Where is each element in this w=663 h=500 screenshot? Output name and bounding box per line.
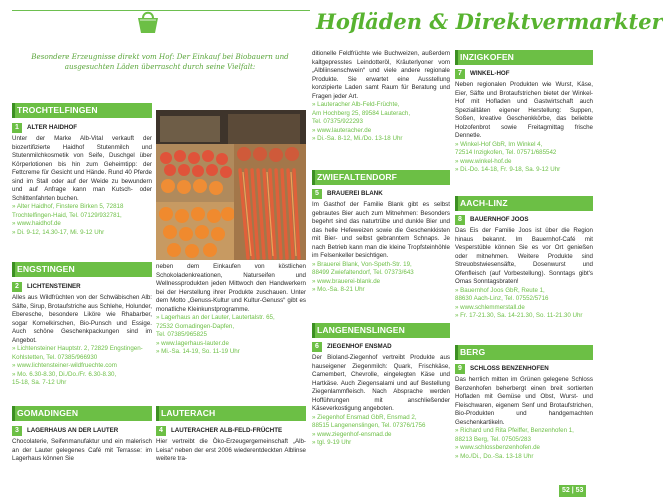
entry-title: SCHLOSS BENZENHOFEN <box>470 364 549 372</box>
header-rule <box>12 10 320 11</box>
vegetable-market-photo <box>156 110 306 260</box>
entry-info: » Winkel-Hof GbR, Im Winkel 4, 72514 Inzigkofen, Tel. 07571/685542 » www.winkel-hof.de » Di.-Do. 14-18, Fr. 9-18, Sa. 9-12 Uhr <box>455 141 593 175</box>
entry-text: Das herrlich mitten im Grünen gelegene Schloss Benzenhofen beherbergt einen breit sortierten Hofladen mit Gemüse und Obst, Wurst- und Fleischwaren, eigenem Senf und Brotaufstrichen, Bio-Produkten und handgemachten Geschenkartikeln. <box>455 376 593 426</box>
section-header-berg: BERG <box>455 345 593 360</box>
entry-text: Das Eis der Familie Joos ist über die Region hinaus bekannt. Im Bauernhof-Café mit Vesperstüble können Sie es vor Ort genießen oder mitnehmen. Weitere Produkte sind Streuobstwiesensäfte, Dosenwurst und Ofenfleisch (auf Vorbestellung). Sonntags gibt's Omas Sonntagsbraten! <box>455 227 593 286</box>
entry-lichtensteiner <box>12 279 152 388</box>
section-header-engstingen: ENGSTINGEN <box>12 262 152 277</box>
entry-text: ditionelle Feldfrüchte wie Buchweizen, außerdem kaltgepresstes Leindotteröl, Kräuterlyoner vom „Albliinsenschwein“ und viele andere regionale Produkte. Sie erwartet eine Ausstellung konzipierte Laden samt Raum für Beratung und Fragen jeder Art. <box>312 50 450 100</box>
entry-lagerhaus-continued <box>156 263 306 357</box>
entry-number: 3 <box>12 426 22 436</box>
entry-title: LAUTERACHER ALB-FELD-FRÜCHTE <box>171 426 283 434</box>
entry-lauteracher-continued <box>312 50 450 144</box>
entry-info: » Lauteracher Alb-Feld-Früchte, Am Hochberg 25, 89584 Lauterach, Tel. 07375/922293 » www.lauteracher.de » Di.-Sa. 8-12, Mi./Do. 13-18 Uhr <box>312 101 450 144</box>
entry-text: Alles aus Wildfrüchten von der Schwäbischen Alb: Säfte, Sirup, Brotaufstriche aus Schlehe, Holunder, Eberesche, besondere Liköre wie Rhabarber, sogar Kornelkirschen, Bio-Punsch und Essige. Auch schöne Geschenkpackungen sind im Angebot. <box>12 294 152 344</box>
entry-info: » Brauerei Blank, Von-Speth-Str. 19, 88499 Zwiefaltendorf, Tel. 07373/643 » www.brauerei-blank.de » Mo.-Sa. 8-21 Uhr <box>312 261 450 295</box>
entry-title: WINKEL-HOF <box>470 69 510 77</box>
page-title: Hofläden & Direktvermarkter <box>310 6 594 38</box>
entry-info: » Lagerhaus an der Lauter, Lautertalstr. 65, 72532 Gomadingen-Dapfen, Tel. 07385/965825 » www.lagerhaus-lauter.de » Mi.-Sa. 14-19, So. 11-19 Uhr <box>156 314 306 357</box>
website-link[interactable]: » www.ziegenhof-ensmad.de <box>312 430 392 438</box>
entry-title: ALTER HAIDHOF <box>27 123 78 131</box>
entry-title: BRAUEREI BLANK <box>327 189 383 197</box>
website-link[interactable]: » www.lauteracher.de <box>312 126 372 134</box>
entry-title: ZIEGENHOF ENSMAD <box>327 342 392 350</box>
entry-number: 7 <box>455 69 465 79</box>
entry-ziegenhof-ensmad <box>312 339 450 448</box>
section-header-trochtelfingen: TROCHTELFINGEN <box>12 103 152 118</box>
website-link[interactable]: » www.schlemmerstall.de <box>455 303 525 311</box>
entry-info: » Ziegenhof Ensmad GbR, Ensmad 2, 88515 Langenenslingen, Tel. 07376/1756 » www.ziegenhof-ensmad.de » tgl. 9-19 Uhr <box>312 414 450 448</box>
section-header-aach-linz: AACH-LINZ <box>455 196 593 211</box>
website-link[interactable]: » www.brauerei-blank.de <box>312 277 381 285</box>
entry-schloss-benzenhofen <box>455 361 593 461</box>
entry-text: Chocolaterie, Seifenmanufaktur und ein malerisch an der Lauter gelegenes Café mit Terrasse: im Lagerhaus können Sie <box>12 438 152 463</box>
section-header-gomadingen: GOMADINGEN <box>12 406 152 421</box>
page-number: 52 | 53 <box>559 485 586 497</box>
page-subtitle: Besondere Erzeugnisse direkt vom Hof: Der Einkauf bei Biobauern und ausgesuchten Läden überrascht durch seine Vielfalt: <box>31 52 289 72</box>
entry-number: 1 <box>12 123 22 133</box>
section-header-inzigkofen: INZIGKOFEN <box>455 50 593 65</box>
entry-winkel-hof <box>455 66 593 175</box>
entry-lauteracher <box>156 423 306 464</box>
entry-text: Der Bioland-Ziegenhof vertreibt Produkte aus hauseigener Ziegenmilch: Quark, Frischkäse, Camembert, Chevrolle, eingelegten Käse und Hartkäse. Auch Ziegensalami und auf Bestellung Ziegenlammfleisch. Nach Absprache werden Hofführungen mit anschließender Käseverkostigung angeboten. <box>312 354 450 413</box>
entry-number: 5 <box>312 189 322 199</box>
website-link[interactable]: » www.lagerhaus-lauter.de <box>156 339 229 347</box>
entry-alter-haidhof <box>12 120 152 238</box>
entry-brauerei-blank <box>312 186 450 295</box>
entry-info: » Lichtensteiner Hauptstr. 2, 72829 Engstingen-Kohlstetten, Tel. 07385/966930 » www.lichtensteiner-wildfruechte.com » Mo. 6.30-8.30, Di./Do./Fr. 6.30-8.30, 15-18, Sa. 7-12 Uhr <box>12 345 152 388</box>
entry-number: 6 <box>312 342 322 352</box>
website-link[interactable]: » www.winkel-hof.de <box>455 157 512 165</box>
section-header-lauterach: LAUTERACH <box>156 406 306 421</box>
entry-title: LICHTENSTEINER <box>27 282 81 290</box>
website-link[interactable]: » www.haidhof.de <box>12 220 61 228</box>
entry-text: Neben regionalen Produkten wie Wurst, Käse, Eier, Säfte und Brotaufstrichen bietet der Winkel-Hof mit Hofladen und Gastwirtschaft auch Spezialitäten eigener Herstellung: Suppen, Soßen, kreative Geschenkkörbe, das beliebte Holzofenbrot sowie Freitagmittag frische Dennetle. <box>455 81 593 140</box>
shopping-bag-icon <box>134 8 162 36</box>
entry-number: 4 <box>156 426 166 436</box>
entry-info: » Bauernhof Joos GbR, Reute 1, 88630 Aach-Linz, Tel. 07552/5716 » www.schlemmerstall.de » Fr. 17-21.30, Sa. 14-21.30, So. 11-21.30 Uhr <box>455 287 593 321</box>
entry-title: LAGERHAUS AN DER LAUTER <box>27 426 119 434</box>
entry-bauernhof-joos <box>455 212 593 321</box>
website-link[interactable]: » www.schlossbenzenhofen.de <box>455 444 540 452</box>
section-header-langenenslingen: LANGENENSLINGEN <box>312 323 450 338</box>
entry-number: 9 <box>455 364 465 374</box>
entry-text: Im Gasthof der Familie Blank gibt es selbst gebrautes Bier auch zum Mitnehmen: Besonders begehrt sind das naturtrübe und dunkle Bier und das helle Hefeweizen sowie die Geschenkkisten mit Bier- und selbst gebranntem Schnaps. Je nach Betrieb kann man die kleine Tropfsteinhöhle im Felsenkeller besichtigen. <box>312 201 450 260</box>
entry-text: neben dem Einkaufen von köstlichen Schokoladenkreationen, Naturseifen und Wellnessprodukten jeden Mittwoch den Handwerkern bei der Herstellung ihrer Produkte zuschauen. Unter dem Motto „Genuss-Kultur und Kultur-Genuss“ gibt es monatliche Kleinkunstprogramme. <box>156 263 306 313</box>
website-link[interactable]: » www.lichtensteiner-wildfruechte.com <box>12 362 117 370</box>
entry-info: » Alter Haidhof, Finstere Birken 5, 72818 Trochtelfingen-Haid, Tel. 07129/932781, » www.haidhof.de » Di. 9-12, 14.30-17, Mi. 9-12 Uhr <box>12 203 152 237</box>
entry-text: Hier vertreibt die Öko-Erzeugergemeinschaft „Alb-Leisa“ neben der erst 2006 wiederentdeckten Alblinse weitere tra- <box>156 438 306 463</box>
section-header-zwiefaltendorf: ZWIEFALTENDORF <box>312 170 450 185</box>
entry-text: Unter der Marke Alb-Vital verkauft der biozertifizierte Haidhof Stutenmilch und Stutenmilchkosmetik von Seife, Duschgel über Körperlotionen bis hin zum Geheimtipp: der Fettcreme für Gesicht und Hände. Rund 40 Pferde sind im Stall oder auf der Weide zu bewundern und auf Anfrage kann man Kutsch- oder Schlittenfahrten buchen. <box>12 135 152 202</box>
entry-number: 2 <box>12 282 22 292</box>
entry-number: 8 <box>455 215 465 225</box>
entry-title: BAUERNHOF JOOS <box>470 215 529 223</box>
entry-lagerhaus <box>12 423 152 464</box>
entry-info: » Richard und Rita Pfeiffer, Benzenhofen 1, 88213 Berg, Tel. 07505/283 » www.schlossbenzenhofen.de » Mo./Di., Do.-Sa. 13-18 Uhr <box>455 427 593 461</box>
